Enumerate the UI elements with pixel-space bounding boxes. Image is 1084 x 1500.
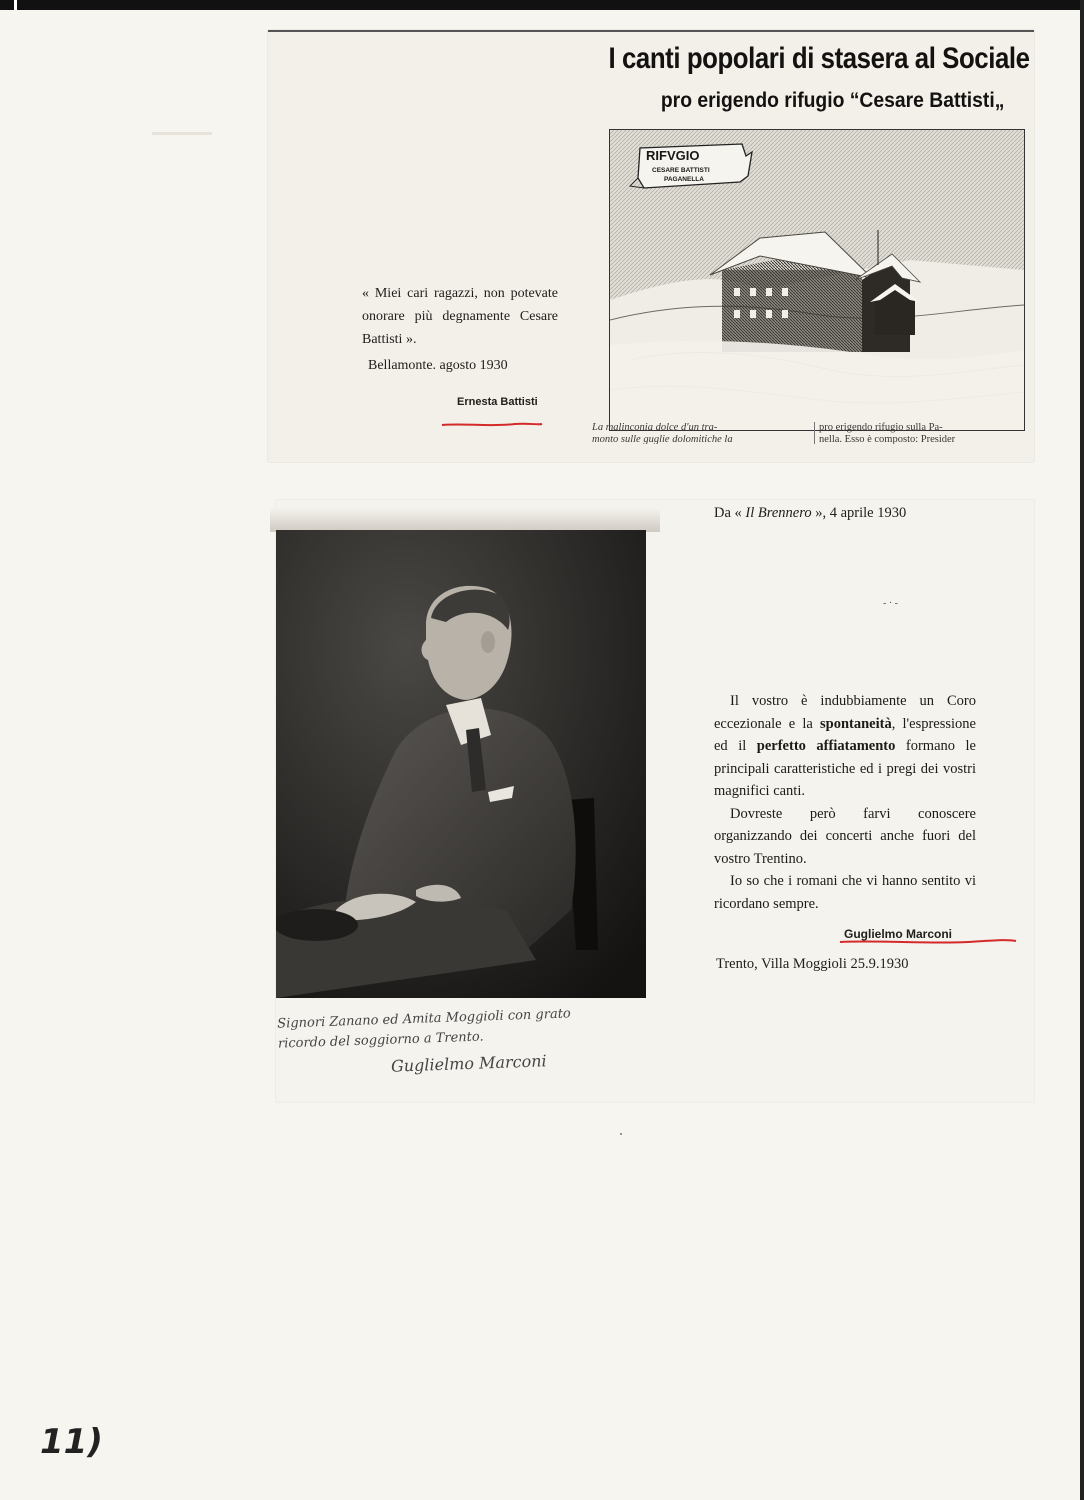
photo-margin (270, 508, 660, 532)
subheadline: pro erigendo rifugio “Cesare Battisti„ (660, 89, 1004, 112)
newspaper-clipping-top (268, 30, 1034, 462)
caption-col1-line1: La malinconia dolce d'un tra- (592, 422, 718, 433)
caption-col2-line2: nella. Esso è composto: Presider (819, 434, 956, 444)
handwritten-dedication (277, 1001, 659, 1080)
banner-line-2: CESARE BATTISTI (652, 167, 710, 174)
marconi-signature: Guglielmo Marconi (844, 927, 953, 941)
banner-title: RIFVGIO (646, 148, 700, 163)
banner-line-3: PAGANELLA (664, 176, 704, 183)
source-citation (714, 505, 906, 522)
dust-speck (152, 132, 212, 135)
marconi-letter (714, 690, 976, 915)
caption-col2-line1: pro erigendo rifugio sulla Pa- (819, 422, 943, 433)
handwritten-signature: Guglielmo Marconi (390, 1051, 547, 1076)
illustration-caption-cropped (592, 422, 1030, 444)
scan-dots: - · - (883, 598, 898, 609)
marconi-place-date: Trento, Villa Moggioli 25.9.1930 (716, 956, 909, 972)
paragraph-1-emphasis-2: perfetto affiatamento (756, 738, 896, 754)
handwritten-line-1: Signori Zanano ed Amita Moggioli con grato (277, 1006, 572, 1032)
paragraph-2: Dovreste però farvi conoscere organizzando dei concerti anche fuori del vostro Trentino. (714, 805, 976, 867)
rifugio-illustration (609, 129, 1025, 431)
source-newspaper: Il Brennero (745, 505, 812, 521)
battisti-quote: « Miei cari ragazzi, non potevate onorare più degnamente Cesare Battisti ». (362, 286, 558, 347)
paragraph-1-part-2: , l'espressione ed il (714, 715, 976, 754)
source-suffix: », 4 aprile 1930 (815, 505, 907, 521)
mountain-hut-drawing (610, 130, 1024, 430)
paragraph-1 (714, 690, 976, 803)
red-underline-mark (440, 420, 544, 430)
dust-speck (620, 1133, 622, 1135)
portrait-image (276, 530, 646, 998)
paragraph-1-part-1: Il vostro è indubbiamente un Coro eccezionale e la (714, 693, 976, 732)
caption-col1-line2: monto sulle guglie dolomitiche la (592, 434, 733, 444)
paragraph-3: Io so che i romani che vi hanno sentito vi ricordano sempre. (714, 873, 976, 912)
scan-top-edge (0, 0, 1084, 10)
page-number: 11) (40, 1422, 103, 1462)
headline: I canti popolari di stasera al Sociale (609, 42, 1030, 75)
handwritten-line-2: ricordo del soggiorno a Trento. (277, 1029, 484, 1052)
quote-place-date: Bellamonte. agosto 1930 (368, 358, 508, 373)
paragraph-1-emphasis-1: spontaneità (820, 715, 892, 732)
paragraph-1-part-3: formano le principali caratteristiche ed i pregi dei vostri magnifici canti. (714, 738, 976, 799)
scan-right-edge (1080, 0, 1084, 1500)
red-underline-mark-2 (838, 936, 1018, 948)
source-prefix: Da « (714, 505, 742, 521)
marconi-portrait-photo (276, 530, 646, 998)
ernesta-battisti-signature: Ernesta Battisti (457, 396, 538, 408)
